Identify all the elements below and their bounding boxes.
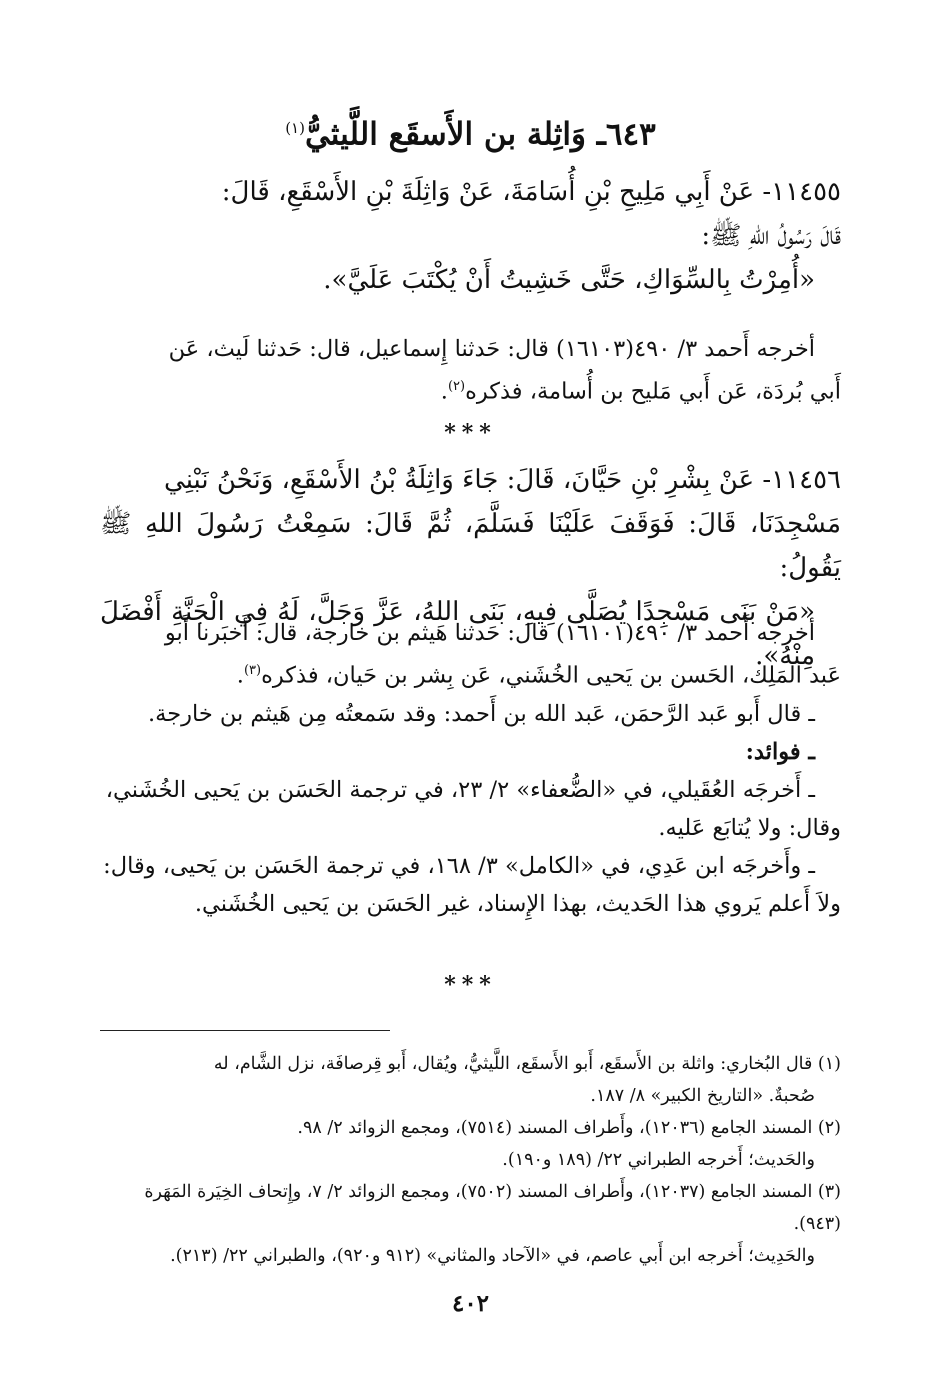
hadith-11456-line1: ١١٤٥٦- عَنْ بِشْرِ بْنِ حَيَّانَ، قَالَ: جَاءَ وَاثِلَةُ بْنُ الأَسْقَعِ، وَنَحْنُ نَبْنِي xyxy=(164,465,841,495)
takhrij-11456 xyxy=(100,614,841,923)
takhrij-11455-end: . xyxy=(440,378,448,405)
fawaid-1-line2: وقال: ولا يُتابَع عَليه. xyxy=(658,814,841,841)
footnote-ref-2: (٢) xyxy=(447,379,466,394)
fawaid-1-line1: ـ أَخرجَه العُقَيلي، في «الضُّعفاء» ٢/ ٢٣، في ترجمة الحَسَن بن يَحيى الخُشَني، xyxy=(105,776,815,803)
takhrij-11455-line2 xyxy=(100,368,841,411)
takhrij-11456-line2 xyxy=(100,652,841,695)
hadith-11455 xyxy=(100,170,841,302)
takhrij-11456-line1: أخرجه أَحمد ٣/ ٤٩٠(١٦١٠١) قال: حَدثنا هَيثم بن خارجة، قال: أَخبَرنا أَبو xyxy=(164,620,815,646)
hadith-11456-quote: «مَنْ بَنَى مَسْجِدًا يُصَلَّى فِيهِ، بَنَى اللهُ، عَزَّ وَجَلَّ، لَهُ فِي الْجَنَّةِ أَفْضَلَ مِنْهُ». xyxy=(100,597,815,671)
section-separator-1: *** xyxy=(444,420,497,446)
hadith-11455-line2: قَالَ رَسُولُ اللهِ ﷺ: xyxy=(701,221,841,251)
takhrij-11455-line1: أخرجه أَحمد ٣/ ٤٩٠(١٦١٠٣) قال: حَدثنا إِسماعيل، قال: حَدثنا لَيث، عَن xyxy=(168,336,815,362)
chapter-heading xyxy=(0,105,941,157)
takhrij-11456-end: . xyxy=(236,662,244,689)
chapter-title: ٦٤٣ـ وَاثِلة بن الأَسقَع اللَّيثيُّ xyxy=(304,116,656,153)
takhrij-11455 xyxy=(100,330,841,411)
hadith-11455-quote: «أُمِرْتُ بِالسِّوَاكِ، حَتَّى خَشِيتُ أَنْ يُكْتَبَ عَلَيَّ». xyxy=(323,265,815,295)
section-separator-2: *** xyxy=(444,972,497,998)
hadith-11456-line2: مَسْجِدَنَا، قَالَ: فَوَقَفَ عَلَيْنَا فَسَلَّمَ، ثُمَّ قَالَ: سَمِعْتُ رَسُولَ اللهِ ﷺ يَقُولُ: xyxy=(100,509,841,583)
page-number: ٤٠٢ xyxy=(451,1290,490,1317)
footnote-3-line2: والحَدِيث؛ أَخرجه ابن أَبي عاصم، في «الآحاد والمثاني» (٩١٢ و٩٢٠)، والطبراني ٢٢/ (٢١٣). xyxy=(170,1246,815,1266)
fawaid-heading: ـ فوائد: xyxy=(745,738,815,765)
fawaid-2-line2: ولاَ أَعلم يَروي هذا الحَديث، بهذا الإِسناد، غير الحَسَن بن يَحيى الخُشَني. xyxy=(194,890,841,917)
footnote-1-line2: صُحبةٌ. «التاريخ الكبير» ٨/ ١٨٧. xyxy=(590,1086,815,1106)
footnote-ref-3: (٣) xyxy=(243,663,262,678)
hadith-11455-line1: ١١٤٥٥- عَنْ أَبِي مَلِيحِ بْنِ أُسَامَةَ، عَنْ وَاثِلَةَ بْنِ الأَسْقَعِ، قَالَ: xyxy=(221,177,841,207)
footnote-2-line2: والحَديث؛ أَخرجه الطبراني ٢٢/ (١٨٩ و١٩٠). xyxy=(502,1150,815,1170)
footnote-2-line1: (٢) المسند الجامع (١٢٠٣٦)، وأَطراف المسند (٧٥١٤)، ومجمع الزوائد ٢/ ٩٨. xyxy=(297,1118,841,1138)
takhrij-11456-text: عَبد المَلِك، الحَسن بن يَحيى الخُشَني، عَن بِشر بن حَيان، فذكره xyxy=(261,662,841,689)
narrator-note: ـ قال أَبو عَبد الرَّحمَن، عَبد الله بن أَحمد: وقد سَمعتُه مِن هَيثم بن خارجة. xyxy=(147,700,815,727)
footnotes xyxy=(100,1048,841,1272)
footnote-3-line1: (٣) المسند الجامع (١٢٠٣٧)، وأَطراف المسند (٧٥٠٢)، ومجمع الزوائد ٢/ ٧، وإِتحاف الخِيَرة المَهَرة (٩٤٣). xyxy=(144,1182,841,1234)
takhrij-11455-text: أَبي بُردَة، عَن أَبي مَليح بن أُسامة، فذكره xyxy=(465,378,841,405)
footnote-ref-1: (١) xyxy=(285,119,305,137)
footnote-divider xyxy=(100,1030,390,1031)
footnote-1-line1: (١) قال البُخاري: واثلة بن الأَسقَع، أَبو الأَسقَع، اللَّيثيُّ، ويُقال، أَبو قِرصافَة، نزل الشَّام، له xyxy=(213,1054,841,1074)
fawaid-2-line1: ـ وأَخرجَه ابن عَدِي، في «الكامل» ٣/ ١٦٨، في ترجمة الحَسَن بن يَحيى، وقال: xyxy=(103,852,815,879)
